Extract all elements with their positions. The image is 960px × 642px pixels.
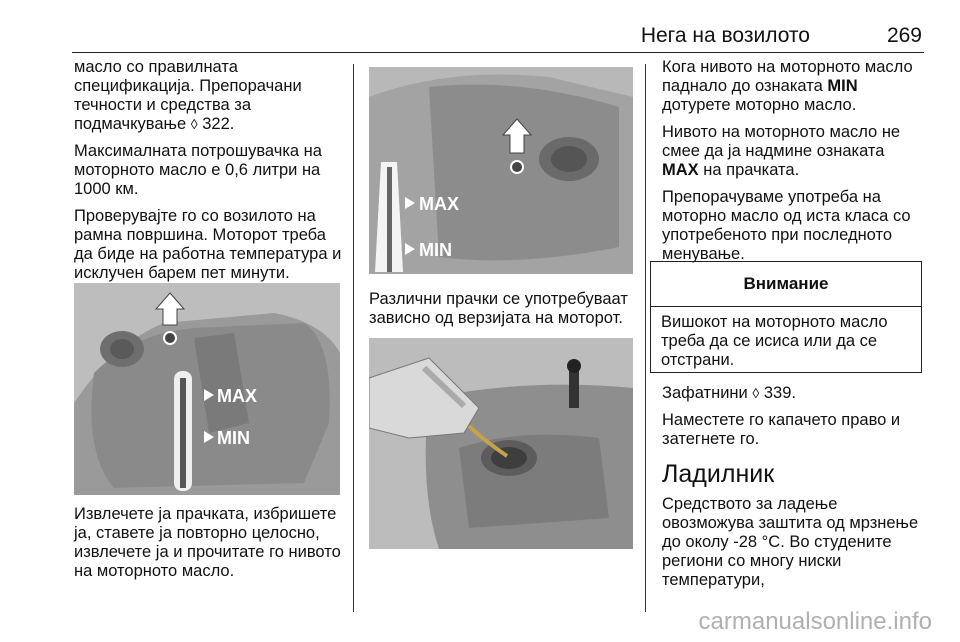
paragraph: Препорачуваме употреба на моторно масло од иста класа со употребеното при последното менување. — [662, 188, 911, 263]
page-reference: 322. — [202, 115, 235, 133]
oil-filling-illustration — [369, 338, 633, 549]
column-1-lower — [74, 505, 346, 589]
page-header — [0, 0, 960, 60]
column-2 — [369, 290, 637, 336]
engine-dipstick-figure — [74, 283, 340, 495]
paragraph: Различни прачки се употребуваат зависно од верзијата на моторот. — [369, 290, 628, 327]
column-3 — [662, 58, 924, 272]
column-divider-1 — [353, 64, 354, 612]
dipstick-closeup-figure — [369, 67, 633, 274]
header-rule — [72, 52, 924, 53]
paragraph: Средството за ладење овозможува заштита од мрзнење до околу -28 °C. Во студените региони со многу ниски температури, — [662, 495, 919, 589]
watermark: carmanualsonline.info — [698, 608, 932, 635]
column-divider-2 — [645, 64, 646, 612]
header-title: Нега на возилото — [640, 24, 810, 47]
notice-title: Внимание — [651, 262, 921, 307]
notice-body: Вишокот на моторното масло треба да се исиса или да се отстрани. — [661, 313, 888, 369]
min-mark: MIN — [827, 77, 858, 95]
paragraph: Кога нивото на моторното масло паднало до ознаката MIN дотурете моторно масло. — [662, 58, 913, 114]
page-reference: 339. — [763, 384, 796, 402]
max-label: MAX — [217, 386, 257, 406]
max-mark: MAX — [662, 161, 699, 179]
max-label: MAX — [419, 194, 459, 214]
paragraph: Наместете го капачето право и затегнете го. — [662, 411, 901, 448]
paragraph: масло со правилната спецификација. Препорачани течности и средства за подмачкување ◊ 322. — [74, 58, 302, 133]
reference-icon: ◊ — [190, 116, 198, 132]
column-1 — [74, 58, 346, 291]
column-3-lower — [662, 384, 930, 598]
paragraph: Проверувајте го со возилото на рамна површина. Моторот треба да биде на работна температура и исклучен барем пет минути. — [74, 207, 342, 282]
min-label: MIN — [217, 428, 250, 448]
paragraph: Зафатнини ◊ 339. — [662, 384, 796, 402]
oil-filling-figure — [369, 338, 633, 549]
paragraph: Максималната потрошувачка на моторното масло е 0,6 литри на 1000 км. — [74, 142, 322, 198]
dipstick-illustration — [369, 67, 633, 274]
page-number: 269 — [886, 24, 922, 47]
min-label: MIN — [419, 240, 452, 260]
engine-illustration — [74, 283, 340, 495]
paragraph: Извлечете ја прачката, избришете ја, ставете ја повторно целосно, извлечете ја и прочитате го нивото на моторното масло. — [74, 505, 341, 580]
paragraph: Нивото на моторното масло не смее да ја надмине ознаката MAX на прачката. — [662, 123, 901, 179]
section-heading: Ладилник — [662, 460, 775, 488]
reference-icon: ◊ — [752, 385, 760, 401]
notice-box — [650, 261, 922, 373]
